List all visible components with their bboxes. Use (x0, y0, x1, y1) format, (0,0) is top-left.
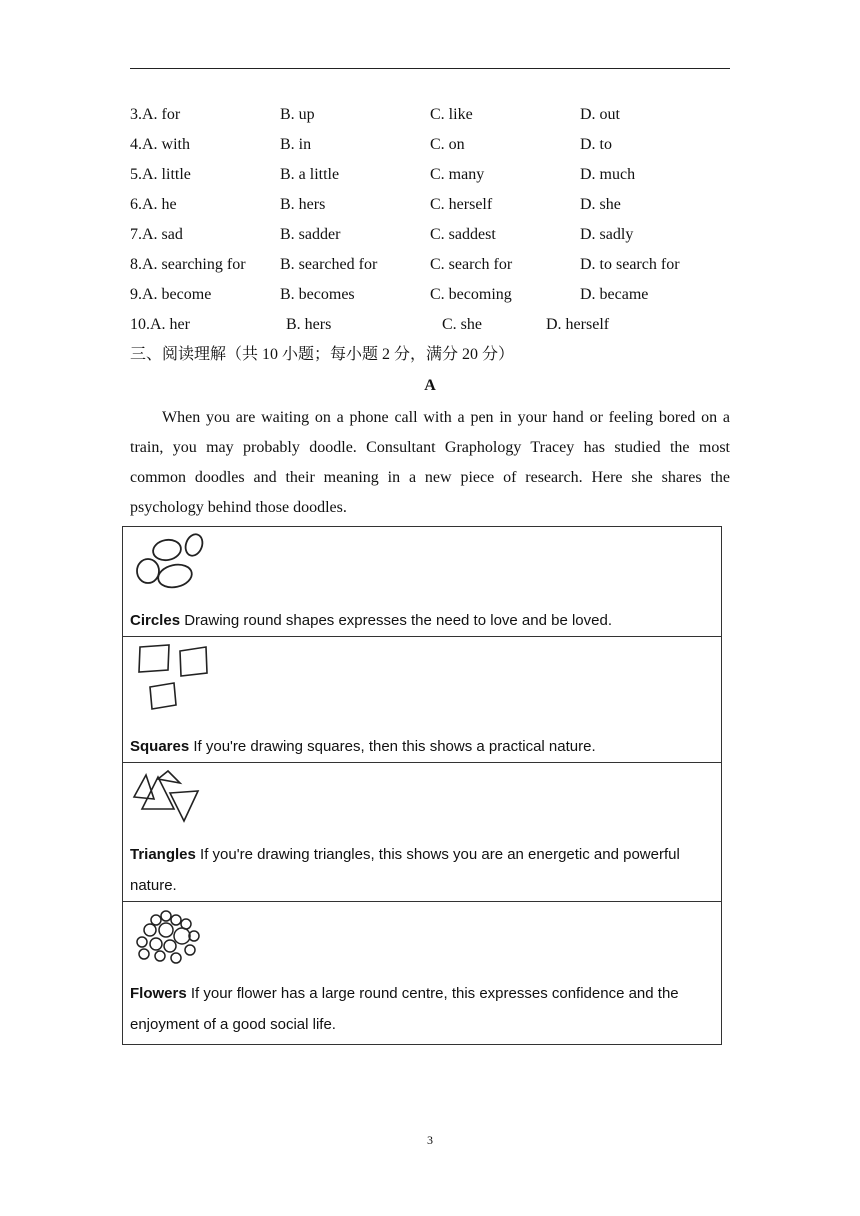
page-number: 3 (427, 1133, 433, 1147)
table-row (123, 637, 722, 763)
option-c: C. becoming (430, 286, 512, 303)
option-d: D. much (580, 166, 636, 183)
doodle-description: If you're drawing triangles, this shows you are an energetic and powerful nature. (130, 846, 680, 894)
option-d: D. herself (546, 316, 610, 333)
table-row (123, 527, 722, 637)
option-b: B. in (280, 136, 312, 153)
option-b: B. sadder (280, 226, 341, 243)
squares-doodle-icon (130, 641, 216, 719)
option-a: 3.A. for (130, 106, 181, 123)
option-b: B. searched for (280, 256, 378, 273)
option-c: C. many (430, 166, 485, 183)
option-c: C. on (430, 136, 465, 153)
option-c: C. like (430, 106, 473, 123)
option-a: 9.A. become (130, 286, 212, 303)
passage-label: A (424, 377, 436, 394)
option-c: C. herself (430, 196, 493, 213)
option-d: D. sadly (580, 226, 634, 243)
doodle-term: Squares (130, 738, 190, 755)
option-d: D. out (580, 106, 620, 123)
option-a: 5.A. little (130, 166, 191, 183)
header-rule (130, 68, 730, 69)
intro-paragraph: When you are waiting on a phone call with a pen in your hand or feeling bored on a train, you may probably doodle. Consultant Graphology Tracey has studied the most common doodles and their meaning in a new piece of research. Here she shares the psychology behind those doodles. (130, 409, 730, 516)
option-b: B. becomes (280, 286, 355, 303)
triangles-doodle-icon (130, 767, 216, 825)
option-d: D. became (580, 286, 649, 303)
option-b: B. up (280, 106, 315, 123)
option-c: C. search for (430, 256, 513, 273)
option-d: D. she (580, 196, 621, 213)
doodle-term: Triangles (130, 846, 196, 863)
table-row (123, 902, 722, 1045)
option-d: D. to search for (580, 256, 680, 273)
option-b: B. a little (280, 166, 340, 183)
option-a: 8.A. searching for (130, 256, 246, 273)
option-a: 4.A. with (130, 136, 190, 153)
option-b: B. hers (280, 196, 326, 213)
doodle-description: Drawing round shapes expresses the need to love and be loved. (180, 612, 612, 629)
doodle-description: If your flower has a large round centre, this expresses confidence and the enjoyment of a good social life. (130, 985, 679, 1033)
option-a: 6.A. he (130, 196, 177, 213)
option-b: B. hers (286, 316, 332, 333)
doodle-term: Circles (130, 612, 181, 629)
doodle-description: If you're drawing squares, then this shows a practical nature. (189, 738, 596, 755)
doodles-table (122, 526, 722, 1045)
option-d: D. to (580, 136, 612, 153)
section-heading: 三、阅读理解（共 10 小题；每小题 2 分，满分 20 分） (130, 346, 515, 363)
option-c: C. she (442, 316, 482, 333)
option-a: 7.A. sad (130, 226, 183, 243)
circles-doodle-icon (130, 531, 216, 595)
flowers-doodle-icon (130, 906, 216, 970)
table-row (123, 763, 722, 902)
option-c: C. saddest (430, 226, 496, 243)
doodle-term: Flowers (130, 985, 187, 1002)
option-a: 10.A. her (130, 316, 190, 333)
